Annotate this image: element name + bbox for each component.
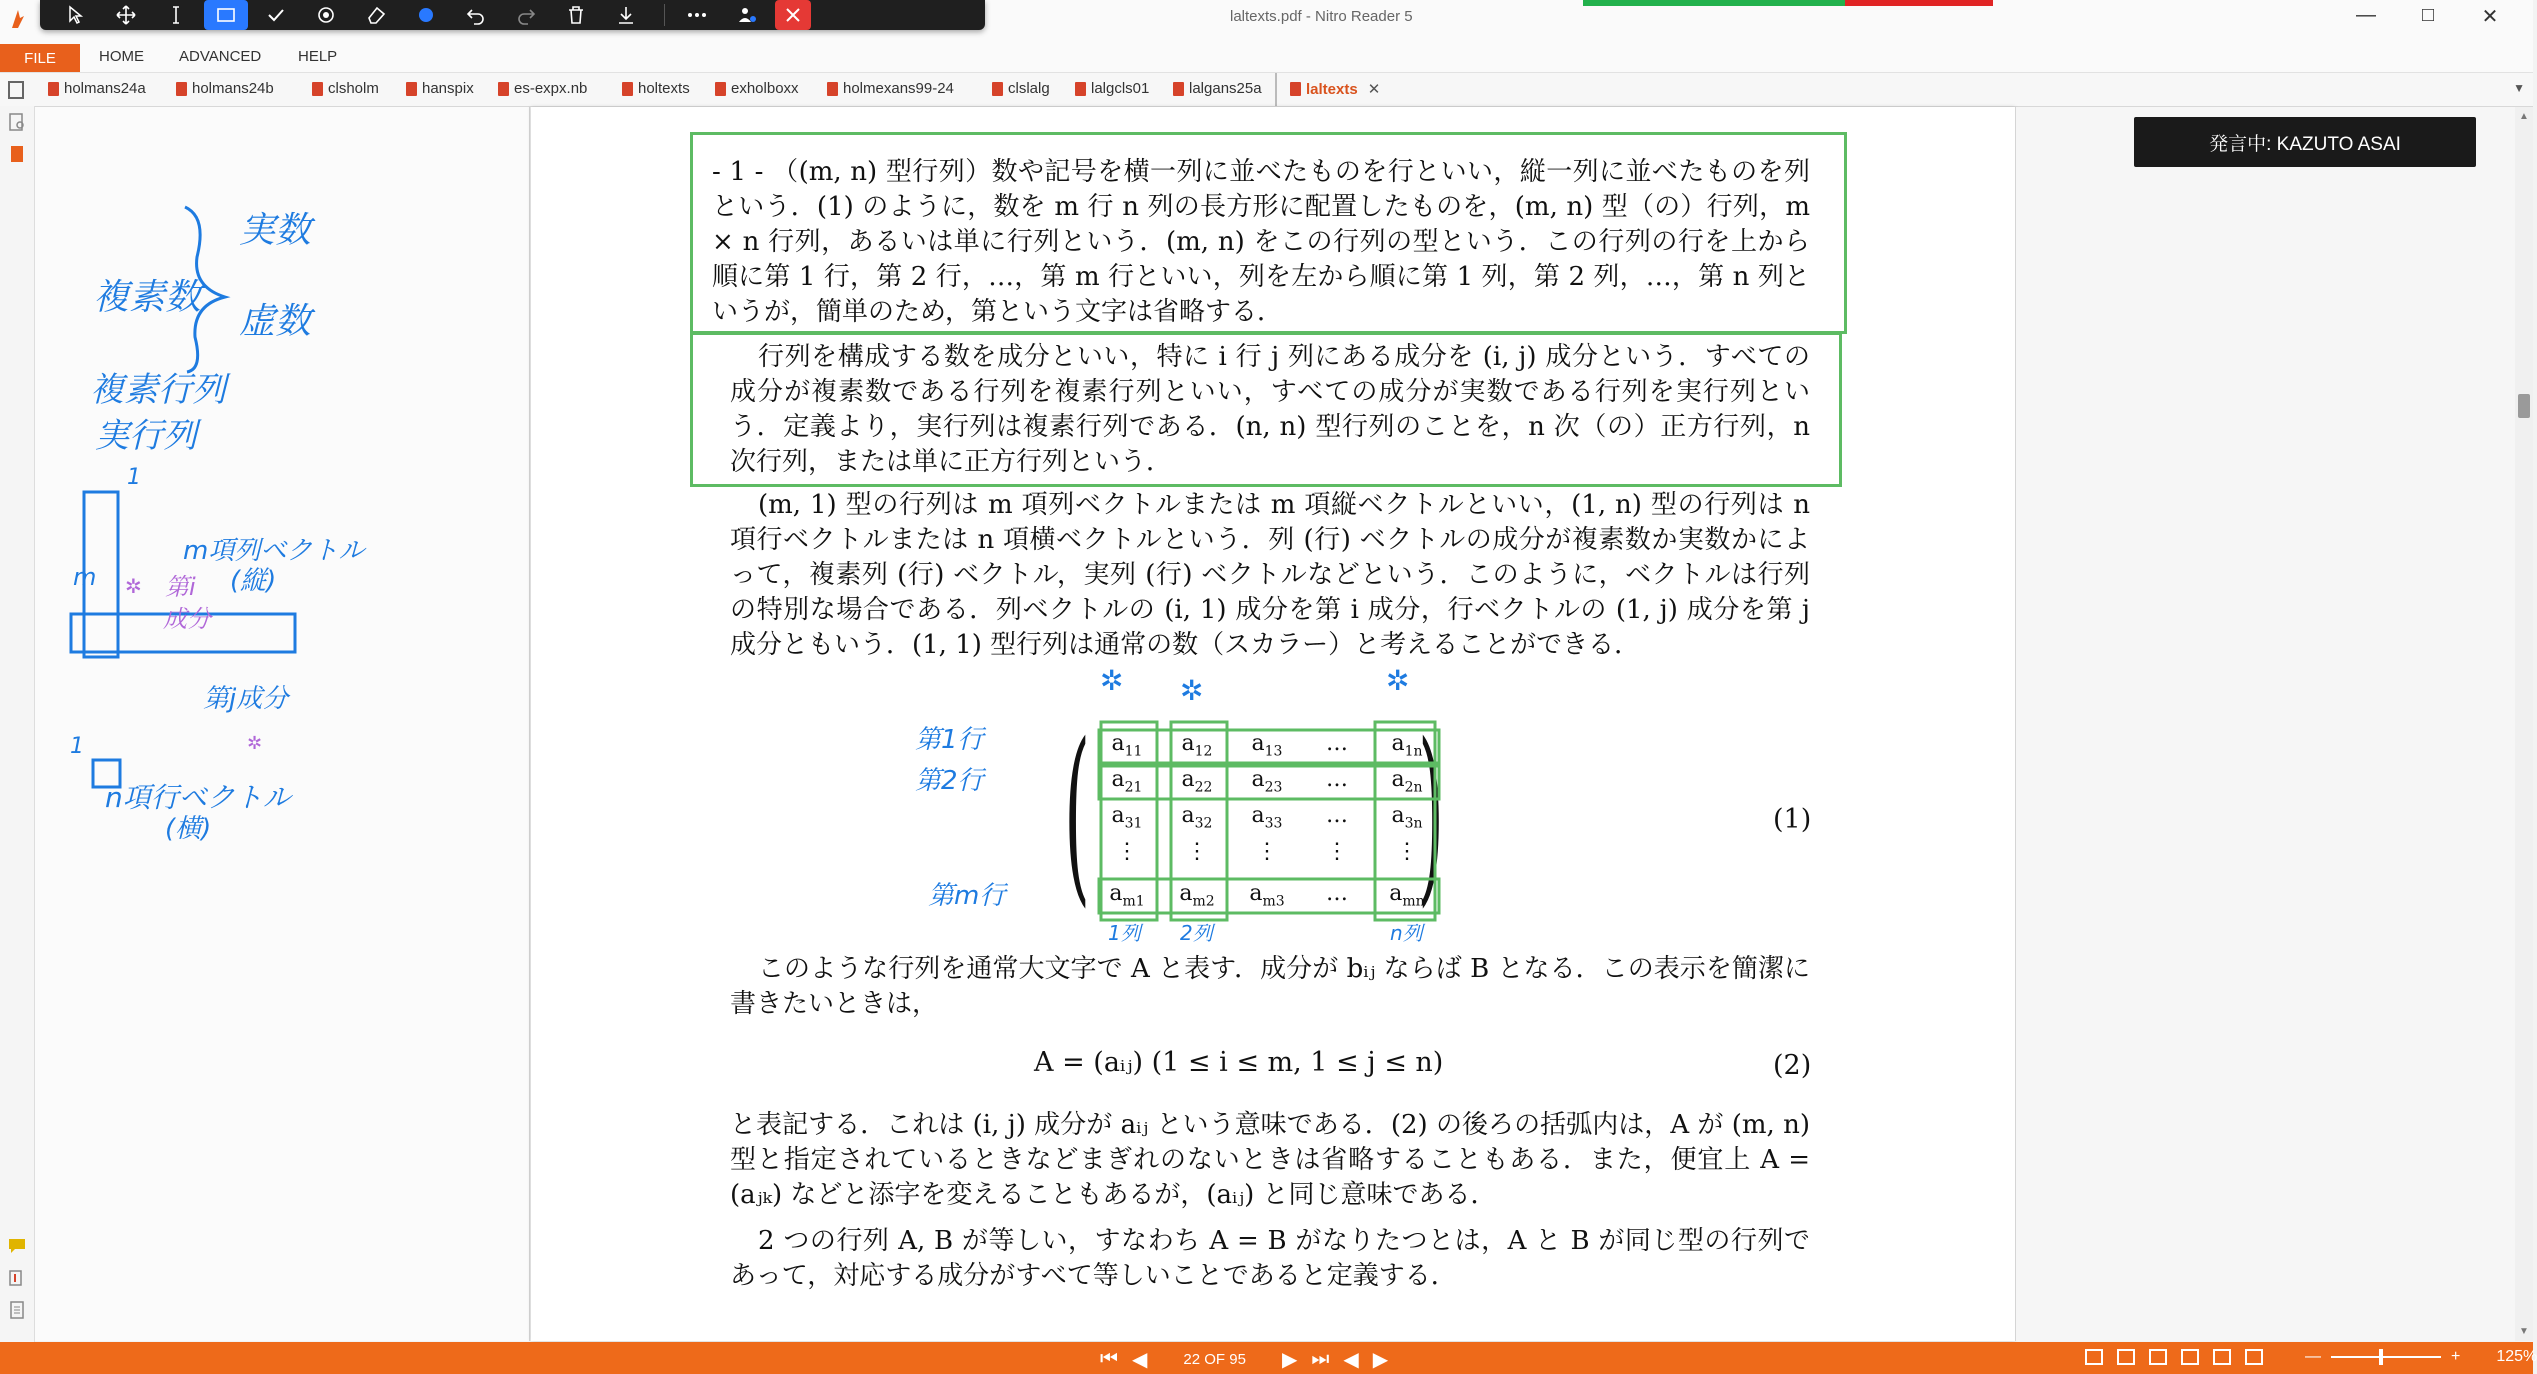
menu-advanced[interactable]: ADVANCED: [179, 48, 262, 65]
menu-help[interactable]: HELP: [298, 48, 338, 65]
scroll-up-icon[interactable]: ▲: [2519, 111, 2529, 122]
close-window-button[interactable]: ✕: [2481, 6, 2499, 28]
matrix-cell: ⋮: [1396, 839, 1418, 864]
page-navigation: [1100, 1347, 1388, 1372]
note-row1: 第1行: [915, 725, 984, 755]
matrix-cell: $a_{23}$: [1251, 767, 1283, 796]
right-blank-pane: [2015, 107, 2516, 1341]
note-m-kou-retsu-vector: m項列ベクトル: [183, 536, 365, 566]
menu-bar: [0, 44, 2533, 73]
tab-holmans24b[interactable]: holmans24b: [176, 80, 274, 97]
matrix-cell: ⋮: [1116, 839, 1138, 864]
recording-status-strip: [1583, 0, 1993, 6]
paragraph-4: このような行列を通常大文字で A と表す．成分が bᵢⱼ ならば B となる．この表示を簡潔に書きたいときは，: [730, 954, 1810, 1019]
note-col-star-n: ✲: [1386, 664, 1410, 697]
zoom-out-button[interactable]: —: [2305, 1348, 2321, 1365]
matrix-cell: ⋮: [1326, 839, 1348, 864]
eraser-icon[interactable]: [354, 0, 398, 30]
note-jissu: 実数: [239, 210, 312, 251]
matrix-cell: $a_{31}$: [1111, 803, 1143, 832]
matrix-cell: $a_{21}$: [1111, 767, 1143, 796]
first-page-icon[interactable]: ⏮: [1100, 1348, 1118, 1370]
paragraph-6: 2 つの行列 A, B が等しい，すなわち A = B がなりたつとは，A と B が同じ型の行列であって，対応する成分がすべて等しいことであると定義する．: [730, 1226, 1810, 1291]
matrix-cell: $a_{11}$: [1111, 731, 1143, 760]
zoom-control: [2305, 1348, 2537, 1366]
pdf-icon: [498, 82, 509, 96]
speaker-indicator: 発言中: KAZUTO ASAI: [2134, 117, 2476, 167]
zoom-in-button[interactable]: +: [2451, 1348, 2461, 1365]
menu-home[interactable]: HOME: [99, 48, 144, 65]
color-dot-icon[interactable]: [404, 0, 448, 30]
matrix-right-paren: ): [1418, 703, 1445, 924]
note-col-star-1: ✲: [1100, 664, 1124, 697]
zoom-slider-knob[interactable]: [2379, 1349, 2383, 1365]
more-icon[interactable]: [675, 0, 719, 30]
comments-panel-icon[interactable]: [7, 1236, 27, 1256]
matrix-cell: …: [1326, 881, 1348, 906]
note-purple-star-1: ✲: [125, 574, 142, 598]
lasso-icon[interactable]: [304, 0, 348, 30]
matrix-cell: $a_{m3}$: [1249, 881, 1285, 910]
previous-page-icon[interactable]: ◀: [1132, 1349, 1148, 1371]
matrix-cell: …: [1326, 803, 1348, 828]
note-fukuso-gyoretsu: 複素行列: [90, 370, 226, 410]
nitro-logo-icon: [8, 8, 28, 30]
ink-notes-canvas[interactable]: [35, 107, 529, 1341]
note-one-left: 1: [70, 734, 84, 759]
scroll-down-icon[interactable]: ▼: [2519, 1326, 2529, 1337]
pages-panel-icon[interactable]: [7, 1300, 27, 1320]
page-icon[interactable]: [8, 81, 24, 99]
tab-list-chevron-icon[interactable]: ▼: [2513, 81, 2525, 95]
note-coln: n列: [1390, 921, 1423, 945]
attachments-panel-icon[interactable]: [7, 1268, 27, 1288]
note-yoko: (横): [165, 814, 212, 844]
maximize-button[interactable]: □: [2421, 4, 2435, 26]
matrix-cell: …: [1326, 731, 1348, 756]
tab-close-icon[interactable]: ✕: [1367, 81, 1381, 98]
scrollbar-thumb[interactable]: [2518, 394, 2530, 418]
note-purple-star-2: ✲: [247, 733, 263, 754]
two-page-continuous-view-icon[interactable]: [2181, 1349, 2199, 1365]
note-rowm: 第m行: [928, 881, 1006, 911]
matrix-cell: $a_{33}$: [1251, 803, 1283, 832]
tab-hanspix[interactable]: hanspix: [406, 80, 474, 97]
minimize-button[interactable]: —: [2356, 4, 2376, 26]
vertical-scrollbar[interactable]: [2515, 107, 2533, 1341]
paragraph-5: と表記する．これは (i, j) 成分が aᵢⱼ という意味である．(2) の後ろの括弧内は，A が (m, n) 型と指定されているときなどまぎれのないときは省略することもある．また，便宜上 A = (aⱼₖ) などと添字を変えることもあるが，(aᵢⱼ) と同じ意味である．: [730, 1110, 1810, 1210]
redo-icon[interactable]: [504, 0, 548, 30]
page-indicator[interactable]: 22 OF 95: [1183, 1351, 1246, 1368]
matrix-display: [1064, 703, 1462, 924]
tab-holmexans99-24[interactable]: holmexans99-24: [827, 80, 954, 97]
tab-clsholm[interactable]: clsholm: [312, 80, 379, 97]
window-title: laltexts.pdf - Nitro Reader 5: [1230, 8, 1413, 25]
status-bar: [0, 1342, 2537, 1374]
matrix-cell: $a_{22}$: [1181, 767, 1213, 796]
note-kyosu: 虚数: [239, 301, 312, 342]
paragraph-3: (m, 1) 型の行列は m 項列ベクトルまたは m 項縦ベクトルといい，(1, n) 型の行列は n 項行ベクトルまたは n 項横ベクトルという．列 (行) ベクトルの成分が複素数か実数かによって，複素列 (行) ベクトル，実列 (行) ベクトルなどという．このように，ベクトルは行列の特別な場合である．列ベクトルの (i, 1) 成分を第 i 成分，行ベクトルの (1, j) 成分を第 j 成分ともいう．(1, 1) 型行列は通常の数（スカラー）と考えることができる．: [730, 490, 1810, 660]
note-fukusosu: 複素数: [93, 277, 202, 318]
paragraph-1: - 1 - （(m, n) 型行列）数や記号を横一列に並べたものを行といい，縦一列に並べたものを列という．(1) のように，数を m 行 n 列の長方形に配置したものを，(m, n) 型（の）行列，m × n 行列，あるいは単に行列という．(m, n) をこの行列の型という．この行列の行を上から順に第 1 行，第 2 行，…，第 m 行といい，列を左から順に第 1 列，第 2 列，…，第 n 列というが，簡単のため，第という文字は省略する．: [712, 157, 1810, 327]
note-col2: 2列: [1180, 921, 1213, 945]
previous-view-icon[interactable]: ◀: [1343, 1349, 1359, 1371]
matrix-cell: $a_{32}$: [1181, 803, 1213, 832]
note-row2: 第2行: [915, 766, 984, 796]
note-dai-i: 第i: [165, 573, 196, 601]
equation-2-label: (2): [1773, 1050, 1812, 1081]
menu-file[interactable]: FILE: [0, 44, 80, 72]
equation-1-label: (1): [1773, 804, 1812, 835]
matrix-cell: $a_{3n}$: [1391, 803, 1423, 832]
select-arrow-icon[interactable]: [54, 0, 98, 30]
pan-icon[interactable]: [104, 0, 148, 30]
rectangle-select-icon[interactable]: [204, 0, 248, 30]
matrix-cell: $a_{13}$: [1251, 731, 1283, 760]
presenter-icon[interactable]: [725, 0, 769, 30]
document-tab-bar: [0, 73, 2533, 107]
next-page-icon[interactable]: ▶: [1281, 1349, 1298, 1371]
pdf-icon: [715, 82, 726, 96]
equation-2: A = (aᵢⱼ) (1 ≤ i ≤ m, 1 ≤ j ≤ n): [1034, 1047, 1444, 1078]
two-page-view-icon[interactable]: [2149, 1349, 2167, 1365]
tab-holtexts[interactable]: holtexts: [622, 80, 690, 97]
download-icon[interactable]: [604, 0, 648, 30]
note-m-left: m: [73, 563, 97, 591]
pdf-icon: [1290, 82, 1301, 96]
left-side-panel-strip: [0, 106, 35, 1342]
note-col1: 1列: [1108, 921, 1141, 945]
single-page-view-icon[interactable]: [2085, 1349, 2103, 1365]
matrix-cell: $a_{1n}$: [1391, 731, 1423, 760]
matrix-cell: $a_{m2}$: [1179, 881, 1215, 910]
undo-icon[interactable]: [454, 0, 498, 30]
matrix-cell: $a_{2n}$: [1391, 767, 1423, 796]
tab-clslalg[interactable]: clslalg: [992, 80, 1050, 97]
view-mode-icons: [2085, 1349, 2263, 1365]
close-icon[interactable]: [775, 0, 811, 30]
checkmark-icon[interactable]: [254, 0, 298, 30]
tab-exholboxx[interactable]: exholboxx: [715, 80, 799, 97]
full-screen-view-icon[interactable]: [2245, 1349, 2263, 1365]
handwritten-notes-pane[interactable]: [35, 107, 530, 1341]
matrix-cell: …: [1326, 767, 1348, 792]
tab-holmans24a[interactable]: holmans24a: [48, 80, 146, 97]
matrix-cell: $a_{12}$: [1181, 731, 1213, 760]
last-page-icon[interactable]: ⏭: [1311, 1348, 1330, 1370]
pdf-icon: [312, 82, 323, 96]
tab-lalgcls01[interactable]: lalgcls01: [1075, 80, 1149, 97]
matrix-cell: $a_{m1}$: [1109, 881, 1145, 910]
note-col-star-2: ✲: [1180, 674, 1204, 707]
note-dai-j-seibun: 第j成分: [203, 684, 289, 714]
pdf-icon: [1173, 82, 1184, 96]
note-seibun: 成分: [163, 605, 211, 633]
search-panel-icon[interactable]: [7, 112, 27, 132]
ink-toolbar: [40, 0, 985, 30]
next-view-icon[interactable]: ▶: [1372, 1349, 1389, 1371]
matrix-cell: $a_{mn}$: [1389, 881, 1425, 910]
trash-icon[interactable]: [554, 0, 598, 30]
tab-lalgans25a[interactable]: lalgans25a: [1173, 80, 1262, 97]
pdf-icon: [827, 82, 838, 96]
note-one-top: 1: [127, 465, 141, 490]
pdf-icon: [622, 82, 633, 96]
pdf-icon: [176, 82, 187, 96]
tab-laltexts[interactable]: laltexts ✕: [1290, 80, 1380, 98]
text-cursor-icon[interactable]: [154, 0, 198, 30]
bookmark-panel-icon[interactable]: [7, 144, 27, 164]
zoom-level[interactable]: 125%: [2496, 1348, 2537, 1365]
note-jitsu-gyoretsu: 実行列: [95, 416, 197, 456]
zoom-slider[interactable]: [2331, 1356, 2441, 1358]
matrix-cell: ⋮: [1186, 839, 1208, 864]
pdf-icon: [992, 82, 1003, 96]
pdf-icon: [48, 82, 59, 96]
continuous-view-icon[interactable]: [2117, 1349, 2135, 1365]
note-tate: (縦): [230, 566, 277, 596]
note-n-kou-gyou-vector: n項行ベクトル: [105, 781, 291, 814]
tab-es-expx[interactable]: es-expx.nb: [498, 80, 587, 97]
fit-width-view-icon[interactable]: [2213, 1349, 2231, 1365]
paragraph-2: 行列を構成する数を成分といい，特に i 行 j 列にある成分を (i, j) 成分という．すべての成分が複素数である行列を複素行列といい，すべての成分が実数である行列を実行列という．定義より，実行列は複素行列である．(n, n) 型行列のことを，n 次（の）正方行列，n 次行列，または単に正方行列という．: [730, 342, 1810, 477]
matrix-cell: ⋮: [1256, 839, 1278, 864]
matrix-left-paren: (: [1064, 703, 1091, 924]
pdf-icon: [406, 82, 417, 96]
pdf-icon: [1075, 82, 1086, 96]
